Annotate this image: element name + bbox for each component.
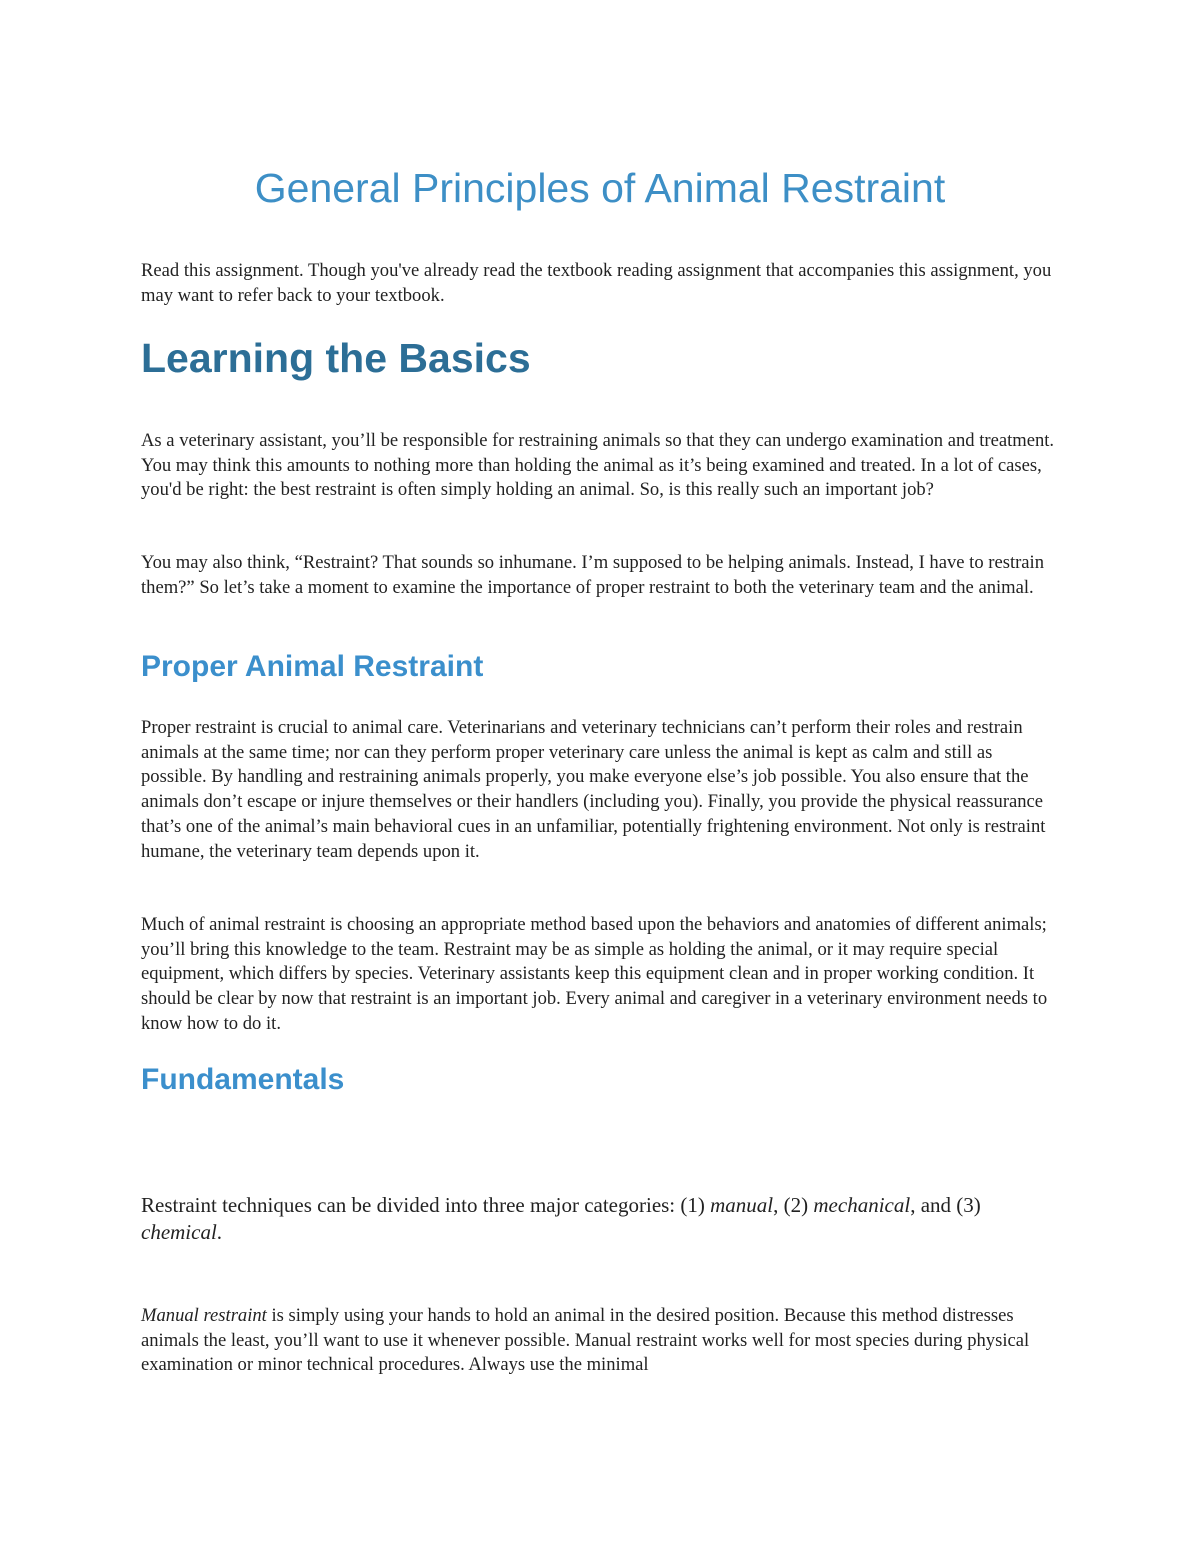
intro-paragraph: Read this assignment. Though you've already read the textbook reading assignment that accompanies this assignment, you may want to refer back to your textbook. — [141, 260, 1052, 306]
heading-proper-animal-restraint: Proper Animal Restraint — [141, 650, 484, 683]
manual-restraint-text: is simply using your hands to hold an animal in the desired position. Because this method distresses animals the least, you’ll want to use it whenever possible. Manual restraint works well for most species during physical examination or minor technical procedures. Always use the minimal — [141, 1305, 1030, 1376]
category-mechanical: mechanical — [813, 1193, 911, 1217]
paragraph-manual-restraint — [141, 1304, 1059, 1378]
paragraph-inhumane-question: You may also think, “Restraint? That sounds so inhumane. I’m supposed to be helping animals. Instead, I have to restrain them?” So let’s take a moment to examine the importance of proper restraint to both the veterinary team and the animal. — [141, 552, 1045, 598]
categories-sep2: , and (3) — [910, 1193, 981, 1217]
document-title: General Principles of Animal Restraint — [254, 165, 946, 211]
categories-sep1: , (2) — [773, 1193, 814, 1217]
category-manual: manual — [710, 1193, 774, 1217]
paragraph-choosing-method: Much of animal restraint is choosing an appropriate method based upon the behaviors and anatomies of different animals; you’ll bring this knowledge to the team. Restraint may be as simple as holding the animal, or it may require special equipment, which differs by species. Veterinary assistants keep this equipment clean and in proper working condition. It should be clear by now that restraint is an important job. Every animal and caregiver in a veterinary environment needs to know how to do it. — [141, 914, 1048, 1034]
categories-lead: Restraint techniques can be divided into three major categories: (1) — [141, 1193, 711, 1217]
categories-end: . — [216, 1220, 223, 1244]
paragraph-categories — [141, 1192, 1059, 1246]
category-chemical: chemical — [141, 1220, 217, 1244]
heading-fundamentals: Fundamentals — [141, 1063, 345, 1096]
term-manual-restraint: Manual restraint — [141, 1305, 267, 1326]
heading-learning-the-basics: Learning the Basics — [141, 335, 531, 381]
paragraph-responsibility: As a veterinary assistant, you’ll be responsible for restraining animals so that they can undergo examination and treatment. You may think this amounts to nothing more than holding the animal as it’s being examined and treated. In a lot of cases, you'd be right: the best restraint is often simply holding an animal. So, is this really such an important job? — [141, 430, 1055, 501]
paragraph-proper-restraint: Proper restraint is crucial to animal care. Veterinarians and veterinary technicians can’t perform their roles and restrain animals at the same time; nor can they perform proper veterinary care unless the animal is kept as calm and still as possible. By handling and restraining animals properly, you make everyone else’s job possible. You also ensure that the animals don’t escape or injure themselves or their handlers (including you). Finally, you provide the physical reassurance that’s one of the animal’s main behavioral cues in an unfamiliar, potentially frightening environment. Not only is restraint humane, the veterinary team depends upon it. — [141, 717, 1046, 862]
